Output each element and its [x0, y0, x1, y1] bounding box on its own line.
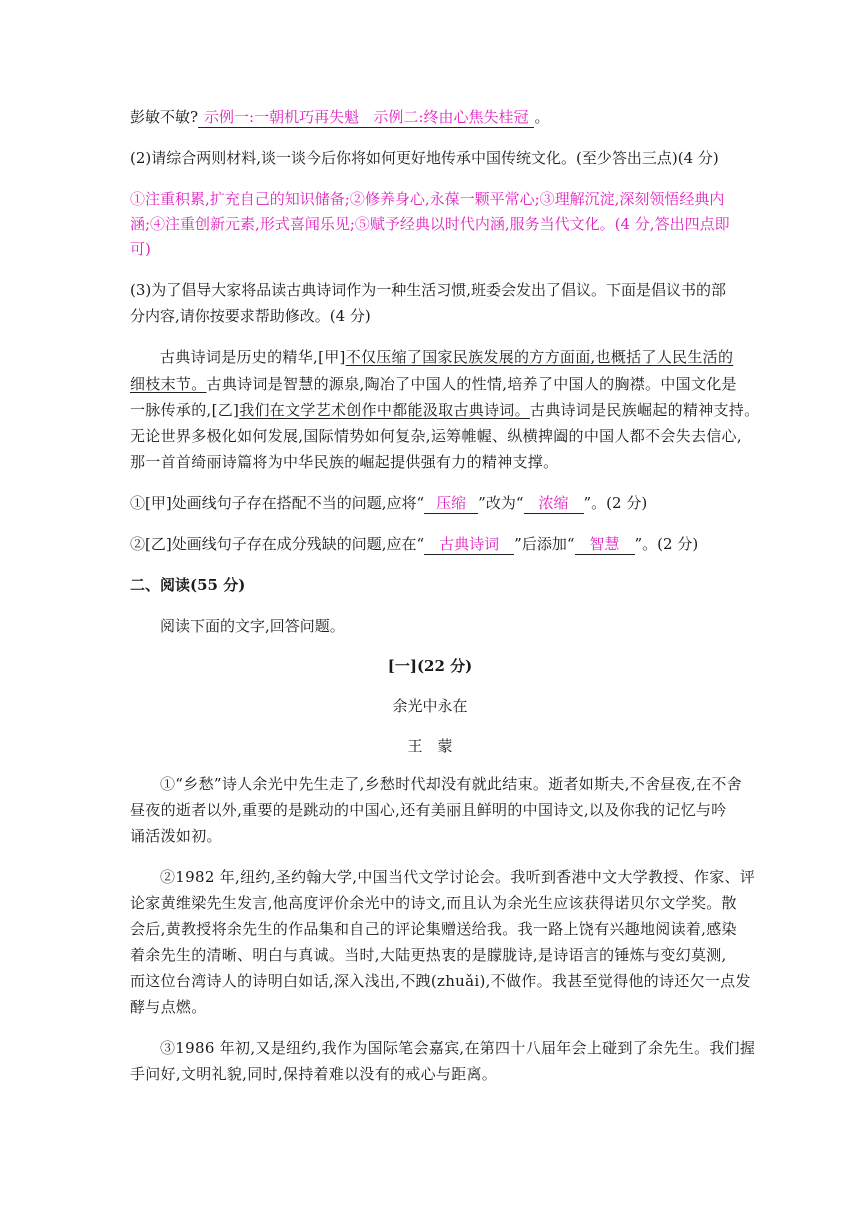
passage-line: 无论世界多极化如何发展,国际情势如何复杂,运筹帷幄、纵横捭阖的中国人都不会失去信心, — [130, 427, 742, 445]
paragraph-line: 论家黄维梁先生发言,他高度评价余光中的诗文,而且认为余光生应该获得诺贝尔文学奖。散 — [130, 894, 737, 912]
article-title: 余光中永在 — [392, 697, 468, 715]
q1-answer-blank: 示例一:一朝机巧再失魁 示例二:终由心焦失桂冠 — [198, 108, 534, 128]
q2-answer-line: ①注重积累,扩充自己的知识储备;②修养身心,永葆一颗平常心;③理解沉淀,深刻领悟经典内 — [130, 190, 725, 208]
passage-line: 细枝末节。古典诗词是智慧的源泉,陶冶了中国人的性情,培养了中国人的胸襟。中国文化是 — [130, 375, 737, 393]
part-title: [一](22 分) — [387, 657, 473, 675]
reading-instruction: 阅读下面的文字,回答问题。 — [160, 617, 345, 635]
q3-sub1: ①[甲]处画线句子存在搭配不当的问题,应将“ 压缩 ”改为“ 浓缩 ”。(2 分) — [130, 494, 648, 512]
paragraph-line: 而这位台湾诗人的诗明白如话,深入浅出,不跩(zhuǎi),不做作。我甚至觉得他的诗还欠一点发 — [130, 972, 751, 990]
q3-sub2-blank1: 古典诗词 — [424, 535, 514, 555]
q1-answer-line: 彭敏不敏? 示例一:一朝机巧再失魁 示例二:终由心焦失桂冠 。 — [130, 108, 550, 126]
paragraph-line: 手问好,文明礼貌,同时,保持着难以没有的戒心与距离。 — [130, 1065, 498, 1083]
section-heading: 二、阅读(55 分) — [130, 576, 246, 594]
paragraph-line: ②1982 年,纽约,圣约翰大学,中国当代文学讨论会。我听到香港中文大学教授、作家、评 — [160, 868, 756, 886]
q3-prompt-line: 分内容,请你按要求帮助修改。(4 分) — [130, 307, 371, 325]
paragraph-line: 会后,黄教授将余先生的作品集和自己的评论集赠送给我。我一路上饶有兴趣地阅读着,感染 — [130, 920, 737, 938]
q3-sub2-blank2: 智慧 — [575, 535, 635, 555]
q3-sub2: ②[乙]处画线句子存在成分残缺的问题,应在“ 古典诗词 ”后添加“ 智慧 ”。(2 分) — [130, 535, 699, 553]
q3-prompt-line: (3)为了倡导大家将品读古典诗词作为一种生活习惯,班委会发出了倡议。下面是倡议书的部 — [130, 281, 727, 299]
q3-sub1-blank2: 浓缩 — [524, 494, 584, 514]
passage-line: 古典诗词是历史的精华,[甲]不仅压缩了国家民族发展的方方面面,也概括了人民生活的 — [160, 348, 734, 366]
passage-line: 那一首首绮丽诗篇将为中华民族的崛起提供强有力的精神支撑。 — [130, 453, 559, 471]
underlined-sentence-jia: 不仅压缩了国家民族发展的方方面面,也概括了人民生活的 — [345, 348, 734, 366]
paragraph-line: ③1986 年初,又是纽约,我作为国际笔会嘉宾,在第四十八届年会上碰到了余先生。我们握 — [160, 1039, 756, 1057]
article-author: 王 蒙 — [407, 737, 453, 755]
q2-prompt: (2)请综合两则材料,谈一谈今后你将如何更好地传承中国传统文化。(至少答出三点)(4 分) — [130, 149, 719, 167]
passage-line: 一脉传承的,[乙]我们在文学艺术创作中都能汲取古典诗词。古典诗词是民族崛起的精神支持。 — [130, 401, 760, 419]
paragraph-line: ①“乡愁”诗人余光中先生走了,乡愁时代却没有就此结束。逝者如斯夫,不舍昼夜,在不舍 — [160, 775, 742, 793]
q2-answer-line: 可) — [130, 240, 151, 258]
paragraph-line: 酵与点燃。 — [130, 998, 207, 1016]
paragraph-line: 着余先生的清晰、明白与真诚。当时,大陆更热衷的是朦胧诗,是诗语言的锤炼与变幻莫测, — [130, 946, 727, 964]
underlined-sentence-yi: 我们在文学艺术创作中都能汲取古典诗词。 — [239, 401, 530, 419]
paragraph-line: 诵活泼如初。 — [130, 827, 222, 845]
paragraph-line: 昼夜的逝者以外,重要的是跳动的中国心,还有美丽且鲜明的中国诗文,以及你我的记忆与吟 — [130, 801, 727, 819]
q2-answer-line: 涵;④注重创新元素,形式喜闻乐见;⑤赋予经典以时代内涵,服务当代文化。(4 分,答出四点即 — [130, 215, 730, 233]
underlined-sentence-jia-end: 细枝末节。 — [130, 375, 207, 393]
q3-sub1-blank1: 压缩 — [424, 494, 478, 514]
